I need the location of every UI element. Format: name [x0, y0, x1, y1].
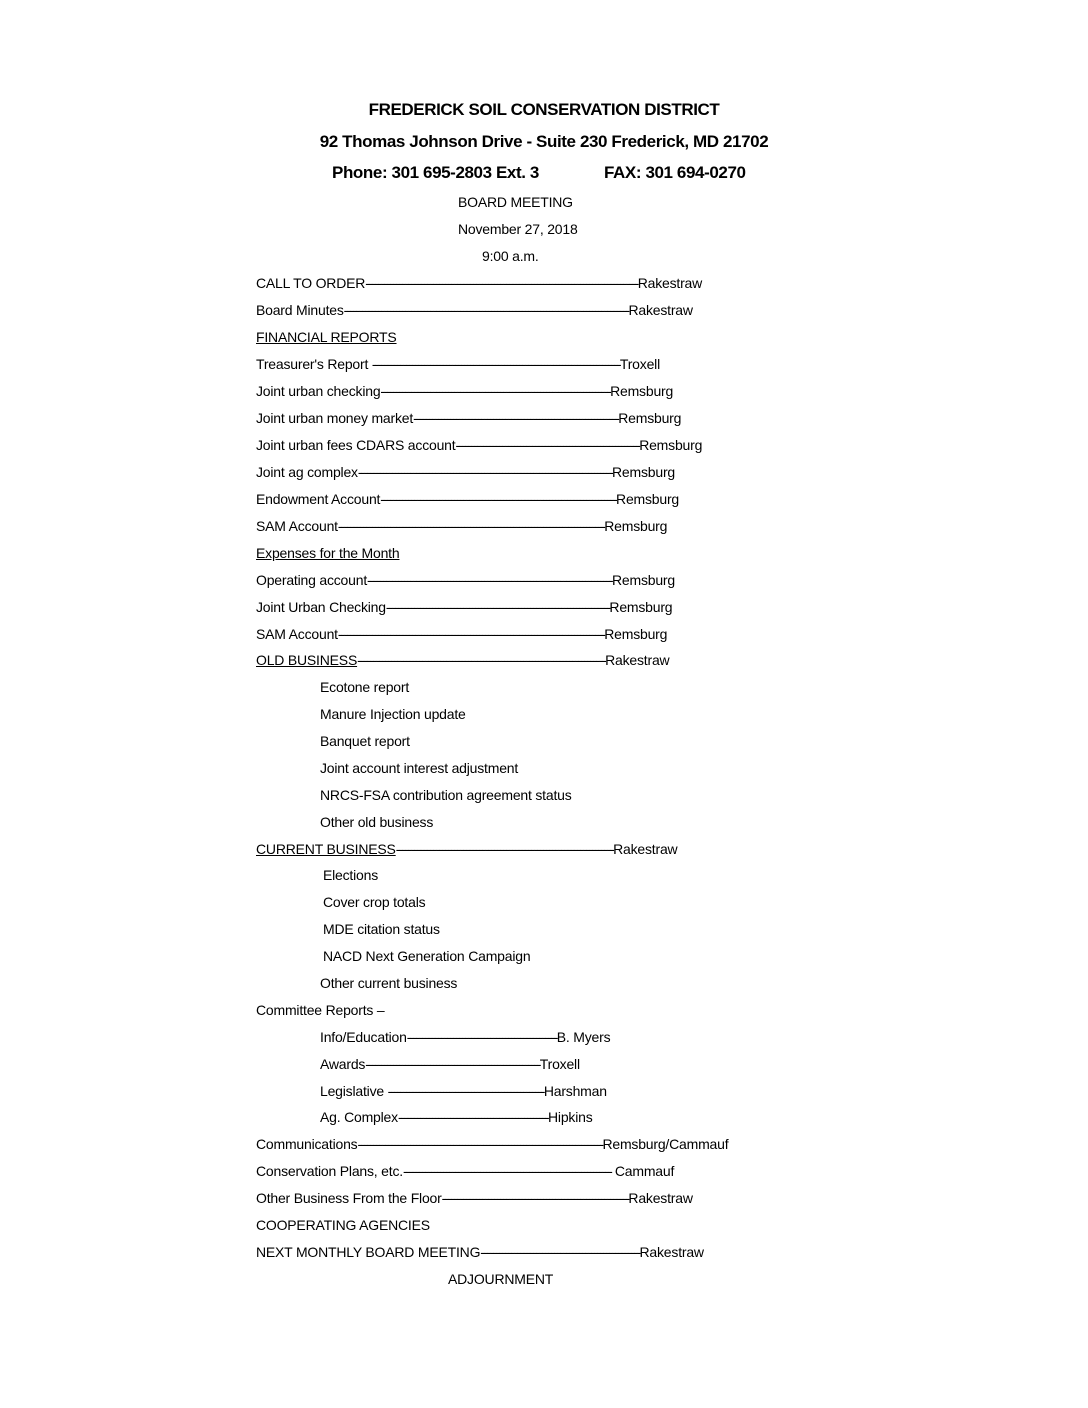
- meeting-title: BOARD MEETING: [458, 194, 573, 210]
- agenda-conservation-plans: Conservation Plans, etc.-------------------------------------------------------------------- Cammauf: [256, 1163, 675, 1179]
- fax-number: FAX: 301 694-0270: [604, 163, 746, 182]
- agenda-communications: Communications--------------------------------------------------------------------------------Remsburg/Cammauf: [256, 1136, 729, 1152]
- dash-leader: -------------------------------------------------------------------------: [385, 599, 610, 615]
- old-business-item: Ecotone report: [320, 679, 410, 695]
- dash-leader: --------------------------------------------------------------------------------: [367, 572, 612, 588]
- old-business-item: Joint account interest adjustment: [320, 760, 519, 776]
- dash-leader: -------------------------------------------------------------------: [413, 410, 619, 426]
- dash-leader: ---------------------------------------------------------------------------: [380, 383, 611, 399]
- dash-leader: ---------------------------------------------------: [387, 1083, 544, 1099]
- dash-leader: -----------------------------------------------------------------------: [395, 841, 614, 857]
- dash-leader: ---------------------------------------------------------------------------------------: [337, 518, 605, 534]
- old-business-item: Other old business: [320, 814, 434, 830]
- section-cooperating-agencies: COOPERATING AGENCIES: [256, 1217, 430, 1233]
- section-adjournment: ADJOURNMENT: [448, 1271, 554, 1287]
- dash-leader: -----------------------------------------------------------------------------------: [357, 464, 613, 480]
- agenda-treasurers-report: Treasurer's Report ---------------------------------------------------------------------------------Troxell: [256, 356, 660, 372]
- old-business-item: Manure Injection update: [320, 706, 466, 722]
- current-business-item: Cover crop totals: [323, 894, 426, 910]
- agenda-other-business: Other Business From the Floor-------------------------------------------------------------Rakestraw: [256, 1190, 693, 1206]
- dash-leader: -------------------------------------------------: [406, 1029, 557, 1045]
- agenda-board-minutes: Board Minutes---------------------------------------------------------------------------------------------Rakestraw: [256, 302, 693, 318]
- dash-leader: ----------------------------------------------------: [480, 1244, 640, 1260]
- dash-leader: ---------------------------------------------------------------------------------: [371, 356, 620, 372]
- dash-leader: ---------------------------------------------------------: [365, 1056, 540, 1072]
- agenda-call-to-order: CALL TO ORDER-----------------------------------------------------------------------------------------Rakestraw: [256, 275, 703, 291]
- section-old-business: OLD BUSINESS---------------------------------------------------------------------------------Rakestraw: [256, 652, 670, 668]
- agenda-joint-urban-money-market: Joint urban money market-------------------------------------------------------------------Remsburg: [256, 410, 682, 426]
- agenda-operating-account: Operating account--------------------------------------------------------------------------------Remsburg: [256, 572, 675, 588]
- dash-leader: --------------------------------------------------------------------------------: [357, 1136, 603, 1152]
- phone-number: Phone: 301 695-2803 Ext. 3: [332, 163, 539, 182]
- agenda-joint-ag-complex: Joint ag complex-----------------------------------------------------------------------------------Remsburg: [256, 464, 675, 480]
- current-business-item: Elections: [323, 867, 379, 883]
- section-expenses: Expenses for the Month: [256, 545, 400, 561]
- current-business-item: Other current business: [320, 975, 458, 991]
- dash-leader: ---------------------------------------------------------------------------------------------: [343, 302, 629, 318]
- committee-ag-complex: Ag. Complex-------------------------------------------------Hipkins: [320, 1109, 593, 1125]
- meeting-time: 9:00 a.m.: [482, 248, 539, 264]
- section-current-business: CURRENT BUSINESS-----------------------------------------------------------------------Rakestraw: [256, 841, 678, 857]
- section-financial-reports: FINANCIAL REPORTS: [256, 329, 397, 345]
- dash-leader: ---------------------------------------------------------------------------------------: [337, 626, 605, 642]
- current-business-item: MDE citation status: [323, 921, 440, 937]
- agenda-endowment-account: Endowment Account-----------------------------------------------------------------------------Remsburg: [256, 491, 680, 507]
- dash-leader: --------------------------------------------------------------------: [402, 1163, 612, 1179]
- dash-leader: -----------------------------------------------------------------------------------------: [365, 275, 638, 291]
- dash-leader: -------------------------------------------------------------: [441, 1190, 629, 1206]
- dash-leader: -----------------------------------------------------------------------------: [380, 491, 617, 507]
- agenda-joint-urban-fees-cdars: Joint urban fees CDARS account------------------------------------------------------------Remsburg: [256, 437, 703, 453]
- committee-awards: Awards---------------------------------------------------------Troxell: [320, 1056, 580, 1072]
- section-committee-reports: Committee Reports –: [256, 1002, 385, 1018]
- agenda-sam-account: SAM Account---------------------------------------------------------------------------------------Remsburg: [256, 626, 668, 642]
- org-address: 92 Thomas Johnson Drive - Suite 230 Frederick, MD 21702: [319, 132, 769, 151]
- org-title: FREDERICK SOIL CONSERVATION DISTRICT: [368, 100, 720, 119]
- agenda-joint-urban-checking-expenses: Joint Urban Checking-------------------------------------------------------------------------Remsburg: [256, 599, 673, 615]
- agenda-next-meeting: NEXT MONTHLY BOARD MEETING----------------------------------------------------Rakestraw: [256, 1244, 704, 1260]
- committee-info-education: Info/Education-------------------------------------------------B. Myers: [320, 1029, 611, 1045]
- current-business-item: NACD Next Generation Campaign: [323, 948, 531, 964]
- dash-leader: ---------------------------------------------------------------------------------: [357, 652, 606, 668]
- agenda-joint-urban-checking: Joint urban checking---------------------------------------------------------------------------Remsburg: [256, 383, 674, 399]
- old-business-item: Banquet report: [320, 733, 410, 749]
- dash-leader: ------------------------------------------------------------: [455, 437, 640, 453]
- agenda-sam-account: SAM Account---------------------------------------------------------------------------------------Remsburg: [256, 518, 668, 534]
- old-business-item: NRCS-FSA contribution agreement status: [320, 787, 572, 803]
- committee-legislative: Legislative ---------------------------------------------------Harshman: [320, 1083, 607, 1099]
- meeting-date: November 27, 2018: [458, 221, 578, 237]
- dash-leader: -------------------------------------------------: [397, 1109, 548, 1125]
